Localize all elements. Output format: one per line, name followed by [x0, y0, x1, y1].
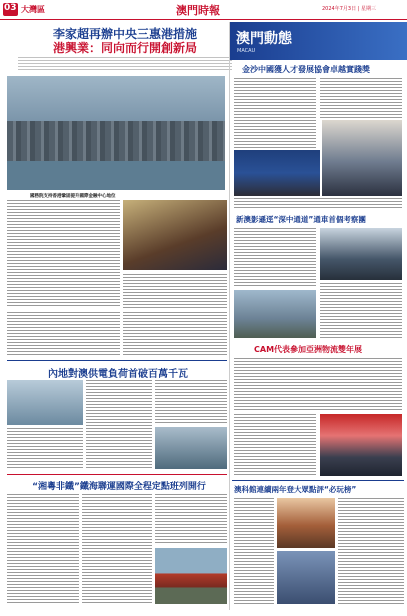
lead-body-col1	[7, 200, 120, 308]
macau-body-3b	[234, 414, 316, 476]
lead-title-line1: 李家超再辦中央三惠港措施	[52, 27, 197, 41]
column-divider	[229, 22, 230, 610]
lead-photo-speaker	[123, 200, 227, 270]
page-header	[0, 0, 407, 20]
award-photo-2	[322, 120, 402, 196]
macau-body-4a	[234, 498, 274, 604]
macau-banner	[230, 22, 407, 60]
lead-body-col2b	[123, 312, 227, 357]
second-body-col1	[86, 380, 152, 470]
masthead-logo: 澳門時報	[176, 4, 220, 17]
page-number: 03	[4, 3, 17, 13]
macau-body-1a	[234, 78, 316, 148]
lead-subhead: 國務院支持香港鞏固提升國際金融中心地位	[30, 194, 116, 199]
third-body-col1	[7, 494, 79, 604]
substation-photo	[155, 427, 227, 469]
macau-body-2b	[320, 283, 402, 338]
third-story-rule	[7, 474, 227, 475]
lead-title-line2: 港興業：同向而行開創新局	[52, 41, 197, 55]
macau-headline-4: 澳科館連續兩年登大眾點評“必玩榜”	[234, 485, 357, 494]
section-label: 大灣區	[21, 5, 45, 14]
macau-rule-4	[232, 480, 404, 481]
macau-banner-sub: MACAU	[237, 48, 256, 54]
macau-body-3a	[234, 358, 402, 410]
macau-body-1c	[234, 198, 402, 210]
macau-headline-1: 金沙中國獲人才發展協會卓越實踐獎	[242, 65, 370, 74]
harbour-water	[7, 161, 225, 190]
macau-body-4b	[338, 498, 404, 604]
lead-photo-harbour	[7, 76, 225, 190]
lead-body-col1b	[7, 312, 120, 357]
lead-body-col2	[123, 274, 227, 308]
macau-headline-3: CAM代表參加亞洲物流雙年展	[254, 345, 363, 354]
macau-body-1b	[320, 78, 402, 118]
macau-banner-title: 澳門動態	[236, 31, 292, 47]
macau-headline-2: 新澳影遜逕“深中通道”通車首個考察團	[236, 215, 366, 224]
second-story-title: 內地對澳供電負荷首破百萬千瓦	[48, 369, 188, 380]
issue-date: 2024年7月3日 | 星期三	[322, 6, 376, 12]
third-body-col3a	[155, 494, 227, 544]
third-story-title: “湘粵非鐵”鐵海聯運國際全程定點班列開行	[32, 482, 206, 492]
lead-intro-text	[18, 57, 232, 71]
third-body-col2	[82, 494, 152, 604]
second-body-col2	[155, 380, 227, 425]
award-photo	[234, 150, 320, 196]
bridge-photo	[234, 290, 316, 338]
skyline-shape	[7, 121, 225, 161]
second-body-col0	[7, 428, 83, 470]
power-lines-photo	[7, 380, 83, 425]
science-center-photo-1	[277, 498, 335, 548]
second-story-rule	[7, 360, 227, 361]
science-center-photo-2	[277, 551, 335, 604]
expo-photo	[320, 414, 402, 476]
group-photo	[320, 228, 402, 280]
train-photo	[155, 548, 227, 604]
macau-body-2a	[234, 228, 316, 288]
